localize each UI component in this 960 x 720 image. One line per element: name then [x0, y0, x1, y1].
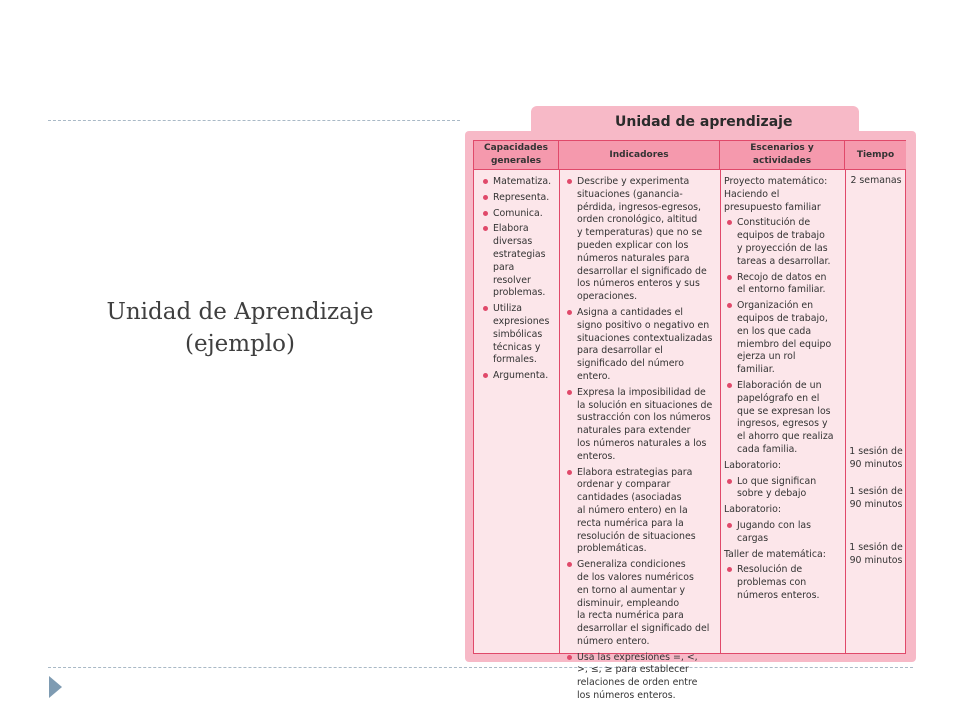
- text-line: cargas: [737, 532, 769, 544]
- text-line: Matematiza.: [493, 176, 552, 187]
- text-line: pueden explicar con los: [577, 239, 689, 251]
- text-line: entero.: [577, 370, 611, 382]
- bullet-item: [480, 192, 558, 205]
- text-line: el ahorro que realiza: [737, 431, 834, 443]
- text-line: Organización en: [737, 300, 814, 312]
- text-line: desarrollar el significado de: [577, 265, 707, 277]
- escenario-label: [724, 460, 844, 473]
- text-line: que se expresan los: [737, 405, 831, 417]
- text-line: Recojo de datos en: [737, 271, 827, 283]
- text-line: recta numérica para la: [577, 517, 684, 529]
- text-line: los números naturales a los: [577, 437, 707, 449]
- text-line: y proyección de las: [737, 242, 828, 254]
- text-line: número entero.: [577, 635, 650, 647]
- text-line: ingresos, egresos y: [737, 418, 828, 430]
- bullet-item: [480, 303, 558, 367]
- bullet-item: [564, 387, 719, 464]
- bullet-item: [724, 272, 844, 298]
- header-indicadores: [559, 141, 720, 170]
- header-text: Capacidades: [483, 143, 549, 153]
- text-line: Proyecto matemático:: [724, 176, 828, 187]
- text-line: naturales para extender: [577, 425, 691, 437]
- text-line: cantidades (asociadas: [577, 492, 682, 504]
- text-line: ordenar y comparar: [577, 479, 671, 491]
- bullet-list: [724, 476, 844, 502]
- text-line: Elabora estrategias para: [577, 466, 693, 478]
- slide-title-line: (ejemplo): [184, 331, 296, 357]
- text-line: Comunica.: [493, 207, 543, 219]
- text-line: Expresa la imposibilidad de: [577, 386, 706, 398]
- text-line: Generaliza condiciones: [577, 559, 686, 571]
- text-line: enteros.: [577, 450, 616, 462]
- text-line: de los valores numéricos: [577, 571, 694, 583]
- text-line: equipos de trabajo: [737, 230, 825, 242]
- text-line: 90 minutos: [849, 554, 903, 566]
- text-line: resolver: [493, 274, 531, 286]
- text-line: problemáticas.: [577, 543, 647, 555]
- bullet-list: [724, 520, 844, 546]
- bullet-item: [480, 176, 558, 189]
- bullet-list: [724, 217, 844, 456]
- column-divider: [559, 170, 560, 653]
- text-line: técnicas y: [493, 341, 541, 353]
- slide-bullet-arrow-icon: [49, 676, 62, 698]
- text-line: problemas con: [737, 577, 807, 589]
- text-line: Resolución de: [737, 564, 803, 576]
- bullet-item: [724, 476, 844, 502]
- text-line: Elaboración de un: [737, 379, 822, 391]
- bullet-list: [724, 564, 844, 602]
- bullet-item: [480, 208, 558, 221]
- header-text: Indicadores: [609, 149, 669, 160]
- bullet-list: [564, 176, 719, 703]
- text-line: ejerza un rol: [737, 351, 796, 363]
- text-line: resolución de situaciones: [577, 530, 696, 542]
- bullet-item: [480, 370, 558, 383]
- text-line: signo positivo o negativo en: [577, 319, 710, 331]
- text-line: situaciones (ganancia-: [577, 188, 683, 200]
- bullet-list: [480, 176, 558, 383]
- text-line: en los que cada: [737, 325, 812, 337]
- slide-title-line: Unidad de Aprendizaje: [106, 299, 374, 325]
- bullet-item: [564, 467, 719, 557]
- text-line: problemas.: [493, 287, 546, 299]
- text-line: estrategias: [493, 248, 546, 260]
- bullet-item: [564, 559, 719, 649]
- text-line: 1 sesión de: [849, 542, 903, 553]
- text-line: disminuir, empleando: [577, 597, 680, 609]
- capacidades-column: [480, 176, 558, 386]
- escenario-label: [724, 176, 844, 214]
- text-line: 1 sesión de: [849, 486, 903, 497]
- text-line: cada familia.: [737, 443, 798, 455]
- text-line: papelógrafo en el: [737, 392, 820, 404]
- text-line: simbólicas: [493, 328, 543, 340]
- header-tiempo: [845, 141, 906, 170]
- escenario-label: [724, 549, 844, 562]
- slide-title: [60, 296, 420, 360]
- text-line: Argumenta.: [493, 370, 549, 382]
- unit-table: [473, 140, 906, 702]
- text-line: 1 sesión de: [849, 446, 903, 457]
- bullet-item: [564, 176, 719, 304]
- text-line: la recta numérica para: [577, 610, 684, 622]
- tiempo-cell: [846, 486, 906, 512]
- text-line: Lo que significan: [737, 475, 817, 487]
- header-text: actividades: [752, 156, 812, 166]
- text-line: situaciones contextualizadas: [577, 332, 713, 344]
- header-text: generales: [490, 156, 542, 166]
- text-line: presupuesto familiar: [724, 201, 821, 213]
- bullet-item: [564, 307, 719, 384]
- text-line: miembro del equipo: [737, 338, 832, 350]
- text-line: operaciones.: [577, 291, 638, 303]
- text-line: Laboratorio:: [724, 459, 782, 471]
- text-line: Constitución de: [737, 217, 811, 229]
- unit-title: Unidad de aprendizaje: [615, 114, 793, 130]
- text-line: Asigna a cantidades el: [577, 306, 684, 318]
- column-divider: [845, 170, 846, 653]
- text-line: la solución en situaciones de: [577, 399, 713, 411]
- header-capacidades: [474, 141, 559, 170]
- bullet-item: [724, 520, 844, 546]
- text-line: tareas a desarrollar.: [737, 255, 831, 267]
- text-line: sustracción con los números: [577, 412, 711, 424]
- text-line: Usa las expresiones =, <,: [577, 651, 698, 663]
- column-divider: [720, 170, 721, 653]
- text-line: equipos de trabajo,: [737, 312, 828, 324]
- text-line: Utiliza: [493, 303, 523, 315]
- text-line: sobre y debajo: [737, 488, 807, 500]
- divider-top: [48, 120, 460, 121]
- text-line: los números enteros y sus: [577, 278, 700, 290]
- bullet-item: [724, 380, 844, 457]
- tiempo-cell: [846, 446, 906, 472]
- text-line: pérdida, ingresos-egresos,: [577, 201, 702, 213]
- text-line: 2 semanas: [850, 175, 902, 186]
- text-line: orden cronológico, altitud: [577, 214, 698, 226]
- text-line: números naturales para: [577, 252, 690, 264]
- text-line: Representa.: [493, 191, 550, 203]
- text-line: y temperaturas) que no se: [577, 227, 703, 239]
- text-line: números enteros.: [737, 589, 820, 601]
- escenarios-column: [724, 176, 844, 606]
- bullet-item: [724, 564, 844, 602]
- bullet-item: [724, 300, 844, 377]
- text-line: 90 minutos: [849, 458, 903, 470]
- text-line: Laboratorio:: [724, 504, 782, 516]
- tiempo-cell: [846, 542, 906, 568]
- text-line: familiar.: [737, 364, 775, 376]
- text-line: Jugando con las: [737, 519, 812, 531]
- tiempo-cell: [846, 175, 906, 188]
- text-line: diversas: [493, 236, 533, 248]
- text-line: relaciones de orden entre: [577, 677, 698, 689]
- bullet-item: [564, 652, 719, 703]
- text-line: Taller de matemática:: [724, 548, 826, 560]
- escenario-label: [724, 504, 844, 517]
- bullet-item: [724, 217, 844, 268]
- divider-bottom: [48, 667, 913, 668]
- bullet-item: [480, 223, 558, 300]
- text-line: para: [493, 261, 515, 273]
- text-line: >, ≤, ≥ para establecer: [577, 664, 689, 676]
- text-line: Elabora: [493, 223, 529, 235]
- text-line: en torno al aumentar y: [577, 584, 686, 596]
- text-line: expresiones: [493, 315, 550, 327]
- header-text: Tiempo: [856, 149, 895, 160]
- text-line: para desarrollar el: [577, 345, 663, 357]
- header-text: Escenarios y: [750, 143, 814, 153]
- text-line: Haciendo el: [724, 188, 780, 200]
- text-line: formales.: [493, 354, 537, 366]
- indicadores-column: [564, 176, 719, 706]
- text-line: 90 minutos: [849, 498, 903, 510]
- text-line: al número entero) en la: [577, 504, 688, 516]
- text-line: los números enteros.: [577, 690, 676, 702]
- text-line: significado del número: [577, 358, 684, 370]
- header-escenarios: [720, 141, 845, 170]
- text-line: desarrollar el significado del: [577, 623, 710, 635]
- text-line: Describe y experimenta: [577, 176, 690, 187]
- text-line: el entorno familiar.: [737, 284, 826, 296]
